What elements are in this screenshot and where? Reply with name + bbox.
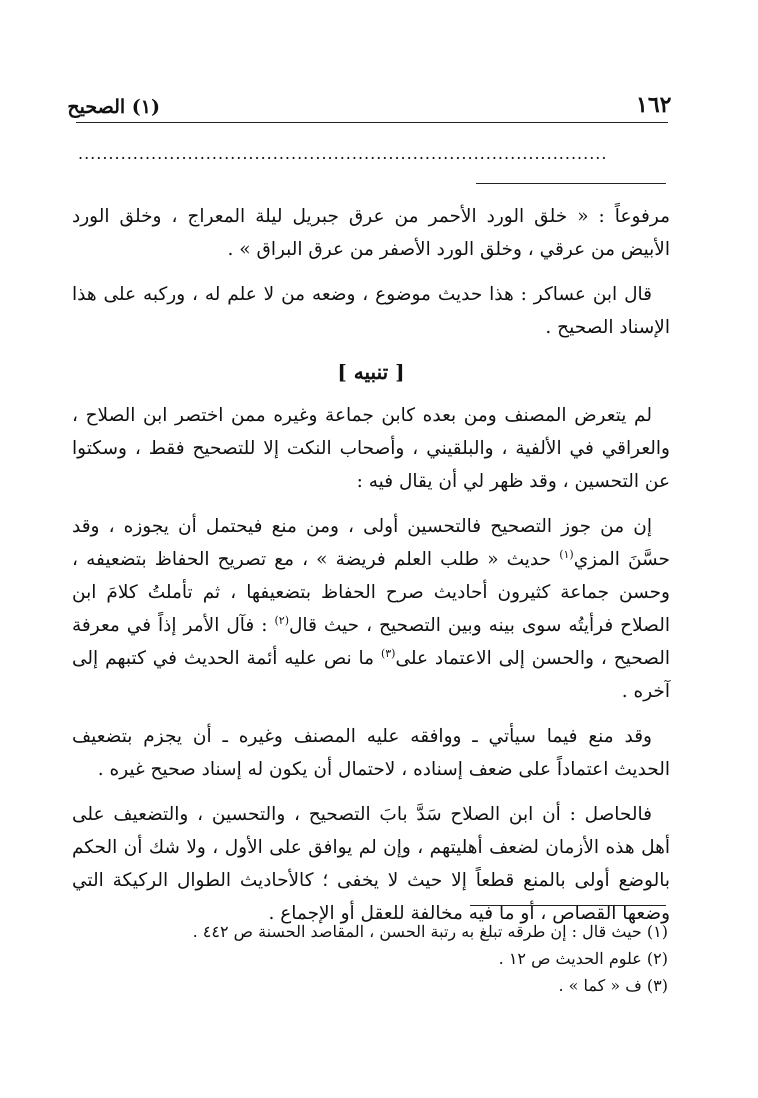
dotted-separator: ....................................................................................... [78, 144, 608, 163]
paragraph-2: قال ابن عساكر : هذا حديث موضوع ، وضعه من لا علم له ، وركبه على هذا الإسناد الصحيح . [72, 284, 670, 338]
footnote-3: (٣) ف « كما » . [558, 976, 668, 995]
main-text [72, 200, 670, 942]
paragraph-3: لم يتعرض المصنف ومن بعده كابن جماعة وغيره ممن اختصر ابن الصلاح ، والعراقي في الألفية ، والبلقيني ، وأصحاب النكت إلا للتصحيح فقط ، وسكتوا عن التحسين ، وقد ظهر لي أن يقال فيه : [72, 405, 670, 492]
footnote-2: (٢) علوم الحديث ص ١٢ . [498, 949, 668, 968]
paragraph-4 [72, 510, 670, 708]
page-number: ١٦٢ [636, 92, 672, 118]
header-rule [76, 122, 668, 123]
footnote-1: (١) حيث قال : إن طرقه تبلغ به رتبة الحسن ، المقاصد الحسنة ص ٤٤٢ . [192, 922, 668, 941]
footnotes [72, 918, 668, 999]
footnote-ref-2: (٢) [274, 613, 289, 627]
footnote-rule [470, 905, 666, 906]
section-heading: [ تنبيه ] [337, 360, 405, 384]
paragraph-4-part-c: : فآل الأمر إذاً في معرفة الصحيح ، والحسن إلى الاعتماد على [72, 615, 670, 669]
paragraph-6: فالحاصل : أن ابن الصلاح سَدَّ بابَ التصحيح ، والتحسين ، والتضعيف على أهل هذه الأزمان لضعف أهليتهم ، وإن لم يوافق على الأول ، ولا شك أن الحكم بالوضع أولى بالمنع قطعاً إلا حيث لا يخفى ؛ كالأحاديث الطوال الركيكة التي وضعها القصاص ، أو ما فيه مخالفة للعقل أو الإجماع . [72, 804, 670, 924]
paragraph-4-part-a: إن من جوز التصحيح فالتحسين أولى ، ومن منع فيحتمل أن يجوزه ، وقد حسَّنَ المزي [72, 516, 670, 570]
paragraph-4-part-d: ما نص عليه أئمة الحديث في كتبهم إلى آخره . [72, 648, 670, 702]
paragraph-5: وقد منع فيما سيأتي ـ ووافقه عليه المصنف وغيره ـ أن يجزم بتضعيف الحديث اعتماداً على ضعف إسناده ، لاحتمال أن يكون له إسناد صحيح غيره . [72, 726, 670, 780]
footnote-ref-1: (١) [559, 547, 574, 561]
paragraph-4-part-b: حديث « طلب العلم فريضة » ، مع تصريح الحفاظ بتضعيفه ، وحسن جماعة كثيرون أحاديث صرح الحفاظ بتضعيفها ، ثم تأملتُ كلامَ ابن الصلاح فرأيتُه سوى بينه وبين التصحيح ، حيث قال [72, 549, 670, 636]
paragraph-1: مرفوعاً : « خلق الورد الأحمر من عرق جبريل ليلة المعراج ، وخلق الورد الأبيض من عرقي ، وخلق الورد الأصفر من عرق البراق » . [72, 206, 670, 260]
separator-rule [476, 183, 666, 184]
running-header-title: (١) الصحيح [67, 96, 160, 118]
footnote-ref-3: (٣) [380, 646, 396, 660]
